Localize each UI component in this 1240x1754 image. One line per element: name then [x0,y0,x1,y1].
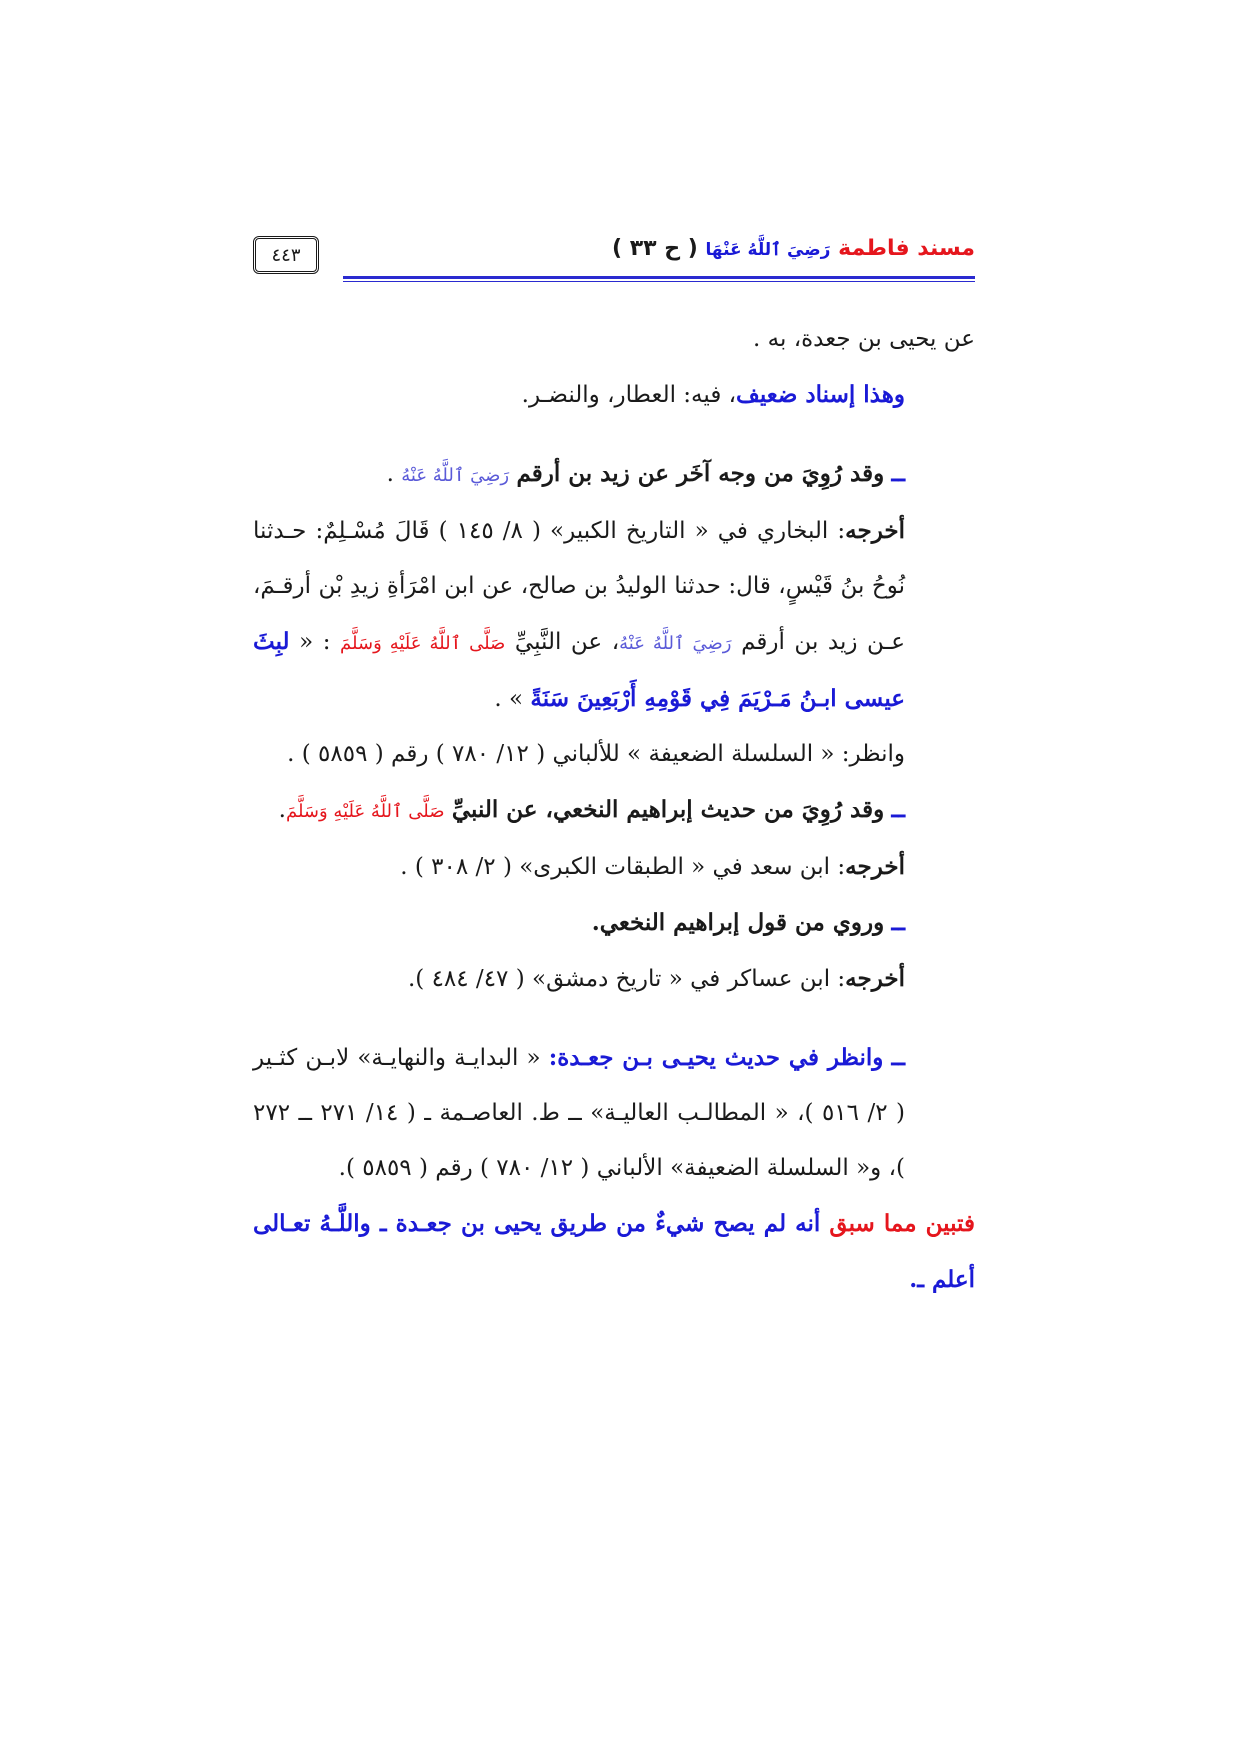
paragraph [253,503,975,727]
bold-text: أخرجه [845,853,905,880]
header-rule-thin [343,281,975,282]
paragraph [253,839,975,895]
conclusion-text: أنه لم يصح شيءٌ من طريق يحيى بن جعـدة ـ واللَّـهُ تعـالى أعلم ـ. [253,1210,975,1293]
text: ، عن النَّبِيِّ [514,629,620,655]
text: عن يحيى بن جعدة، به . [753,326,975,352]
honorific-glyph: صَلَّى ٱللَّهُ عَلَيْهِ وَسَلَّمَ [285,801,445,822]
bold-text: أخرجه [845,965,905,992]
bold-text: وروي من قول إبراهيم النخعي. [591,909,885,936]
bold-text: وقد رُوِيَ من وجه آخَر عن زيد بن أرقم [516,460,885,487]
page-body [253,312,975,1308]
hadith-text: لبِثَ عيسى ابـنُ مَـرْيَمَ فِي قَوْمِهِ أَرْبَعِينَ سَنَةً [253,628,905,712]
dash-marker: ــ [891,460,905,487]
dash-marker: ــ [891,909,905,936]
running-header [253,236,975,282]
honorific-glyph: رَضِيَ ٱللَّهُ عَنْهَا [705,240,831,260]
book-title: مسند فاطمة [838,236,975,261]
text: : ابن سعد في « الطبقات الكبرى» ( ٢/ ٣٠٨ ) . [400,854,846,880]
text: . [386,461,402,487]
paragraph [253,951,975,1007]
text: : « [289,629,341,655]
bold-text: وانظر في حديث يحيـى بـن جعـدة: [548,1044,884,1071]
honorific-glyph: صَلَّى ٱللَّهُ عَلَيْهِ وَسَلَّمَ [340,633,506,654]
text: . [278,797,286,823]
text: : ابن عساكر في « تاريخ دمشق» ( ٤٧/ ٤٨٤ ). [407,966,846,992]
paragraph [253,1196,975,1308]
bold-text: وهذا إسناد ضعيف [736,381,905,408]
paragraph [253,1030,975,1196]
header-title [612,236,975,261]
text: وانظر: « السلسلة الضعيفة » للألباني ( ١٢/ ٧٨٠ ) رقم ( ٥٨٥٩ ) . [287,741,905,767]
dash-marker: ــ [891,1044,905,1071]
honorific-glyph: رَضِيَ ٱللَّهُ عَنْهُ [401,465,510,486]
paragraph [253,446,975,503]
bold-text: وقد رُوِيَ من حديث إبراهيم النخعي، عن النبيِّ [451,796,885,823]
paragraph [253,782,975,839]
header-rule [343,276,975,279]
text: » . [494,686,531,712]
paragraph [253,312,975,367]
honorific-glyph: رَضِيَ ٱللَّهُ عَنْهُ [619,633,732,654]
hadith-ref: ( ح ٣٣ ) [611,236,698,261]
text: « البدايـة والنهايـة» لابـن كثـير ( ٢/ ٥١٦ )، « المطالـب العاليـة» ــ ط. العاصـمة ـ ( ١٤/ ٢٧١ ــ ٢٧٢ )، و« السلسلة الضعيفة» الألباني ( ١٢/ ٧٨٠ ) رقم ( ٥٨٥٩ ). [253,1045,905,1181]
text: : البخاري في « التاريخ الكبير» ( ٨/ ١٤٥ ) قَالَ مُسْـلِمٌ: حـدثنا نُوحُ بنُ قَيْسٍ، قال: حدثنا الوليدُ بن صالح، عن ابن امْرَأةِ زيدِ بْن أرقـمَ، عـن زيد بن أرقم [253,518,906,655]
paragraph [253,727,975,782]
conclusion-lead: فتبين مما سبق [829,1210,975,1237]
bold-text: أخرجه [845,517,905,544]
paragraph [253,895,975,951]
page-number: ٤٤٣ [253,236,319,274]
dash-marker: ــ [891,796,905,823]
text: ، فيه: العطار، والنضـر. [521,382,737,408]
paragraph [253,367,975,423]
